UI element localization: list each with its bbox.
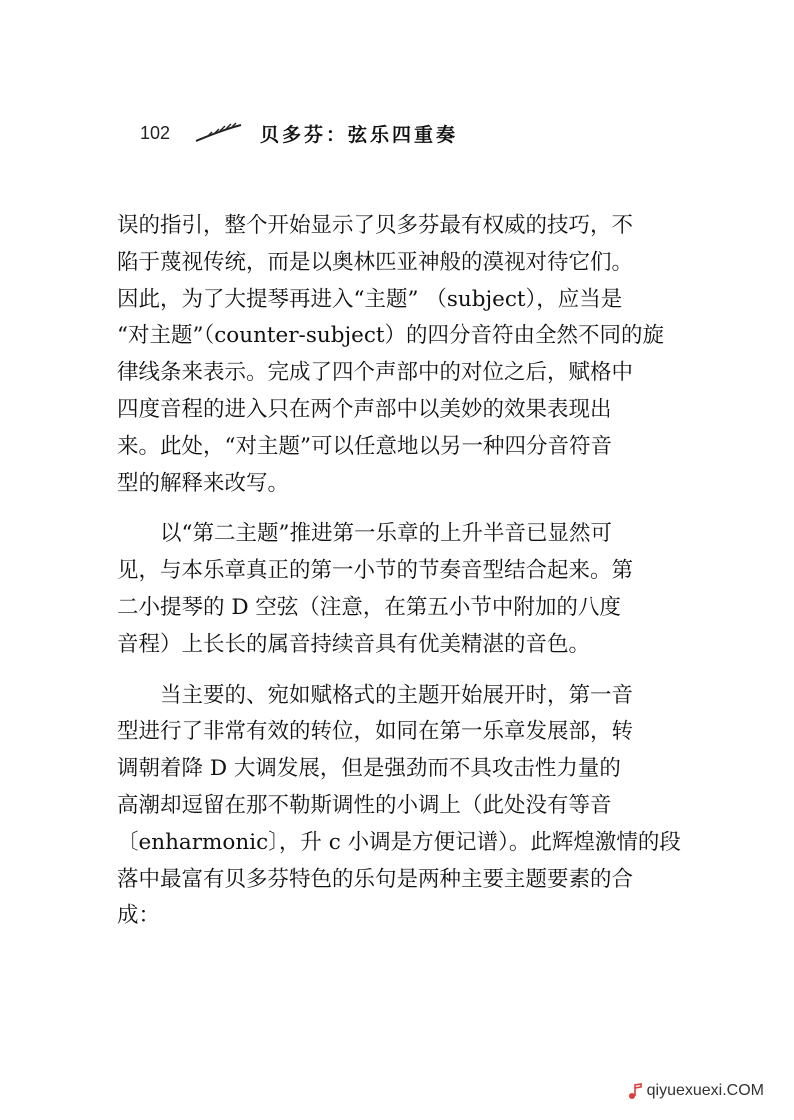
text-line: 成： [117,903,161,929]
book-title: 贝多芬：弦乐四重奏 [260,123,459,146]
text-line: 陷于蔑视传统，而是以奥林匹亚神般的漠视对待它们。 [117,249,634,275]
watermark-text: qiyuexuexi.COM [646,1082,764,1099]
text-line: 误的指引，整个开始显示了贝多芬最有权威的技巧，不 [117,213,634,238]
text-line: 高潮却逗留在那不勒斯调性的小调上（此处没有等音 [117,792,612,818]
text-line: “对主题”（counter-subject）的四分音符由全然不同的旋 [117,323,665,349]
paragraph [117,516,685,663]
text-line: 来。此处，“对主题”可以任意地以另一种四分音符音 [117,433,612,459]
text-line: 因此，为了大提琴再进入“主题” （subject），应当是 [117,286,623,312]
text-line: 二小提琴的 D 空弦（注意，在第五小节中附加的八度 [117,594,621,620]
text-line: 落中最富有贝多芬特色的乐句是两种主要主题要素的合 [117,866,634,892]
text-line: 律线条来表示。完成了四个声部中的对位之后，赋格中 [117,360,634,386]
running-header [140,118,458,148]
page-number: 102 [140,122,171,143]
quill-ornament-icon [194,122,244,144]
music-note-icon [626,1082,644,1100]
text-line: 四度音程的进入只在两个声部中以美妙的效果表现出 [117,396,612,422]
site-watermark [626,1082,764,1100]
text-line: 音程）上长长的属音持续音具有优美精湛的音色。 [117,631,591,657]
body-text [117,208,685,935]
text-line: 〔enharmonic〕，升 c 小调是方便记谱）。此辉煌激情的段 [117,829,681,855]
paragraph [117,678,685,936]
text-line: 当主要的、宛如赋格式的主题开始展开时，第一音 [117,682,634,708]
paragraph [117,208,685,502]
text-line: 以“第二主题”推进第一乐章的上升半音已显然可 [117,521,612,547]
text-line: 调朝着降 D 大调发展，但是强劲而不具攻击性力量的 [117,756,621,782]
text-line: 型进行了非常有效的转位，如同在第一乐章发展部，转 [117,719,634,745]
text-line: 见，与本乐章真正的第一小节的节奏音型结合起来。第 [117,558,634,584]
text-line: 型的解释来改写。 [117,470,290,496]
